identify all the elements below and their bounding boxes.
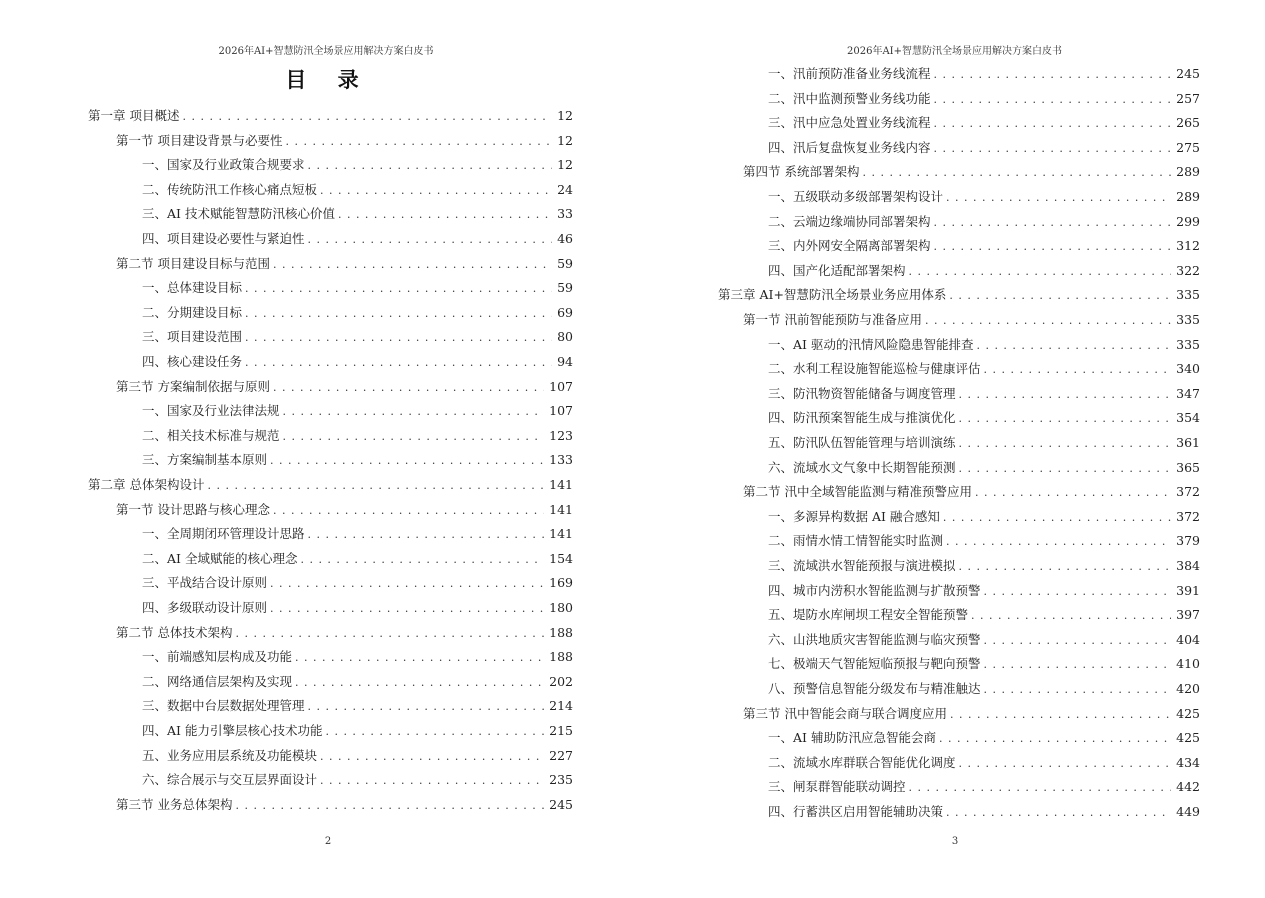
dot-leader (946, 186, 1171, 210)
toc-entry (142, 178, 573, 202)
toc-entry-page: 12 (557, 132, 573, 148)
dot-leader (984, 653, 1172, 677)
toc-entry-page: 214 (549, 698, 573, 714)
toc-entry-title: 第一章 项目概述 (88, 108, 180, 123)
toc-entry-title: 三、防汛物资智能储备与调度管理 (768, 385, 956, 401)
toc-entry (142, 670, 573, 694)
toc-entry-title: 一、国家及行业政策合规要求 (142, 157, 305, 173)
dot-leader (934, 63, 1172, 87)
dot-leader (273, 253, 552, 277)
running-head: 2026年AI+智慧防汛全场景应用解决方案白皮书 (847, 46, 1062, 57)
toc-entry-page: 123 (549, 427, 573, 443)
toc-entry (743, 308, 1200, 332)
toc-entry (142, 399, 573, 423)
toc-entry (768, 677, 1200, 701)
toc-entry-title: 一、前端感知层构成及功能 (142, 649, 293, 665)
toc-entry (768, 775, 1200, 799)
toc-entry (768, 357, 1200, 381)
dot-leader (295, 646, 544, 670)
toc-entry (142, 202, 573, 226)
dot-leader (925, 309, 1171, 333)
toc-entry-page: 141 (549, 477, 573, 492)
toc-entry-title: 五、业务应用层系统及功能模块 (142, 747, 318, 763)
toc-entry (768, 751, 1200, 775)
dot-leader (934, 137, 1172, 161)
dot-leader (245, 302, 552, 326)
toc-title: 目 录 (285, 67, 371, 92)
toc-entry (768, 456, 1200, 480)
right-page (632, 0, 1265, 898)
toc-entry-page: 384 (1176, 558, 1200, 573)
toc-entry-title: 一、全周期闭环管理设计思路 (142, 526, 305, 542)
toc-entry (718, 283, 1200, 307)
toc-entry (768, 529, 1200, 553)
toc-entry (768, 579, 1200, 603)
toc-entry-title: 第三章 AI+智慧防汛全场景业务应用体系 (718, 287, 947, 303)
page-number: 3 (951, 836, 959, 847)
toc-entry-page: 257 (1176, 90, 1200, 106)
toc-entry-page: 335 (1176, 312, 1200, 327)
toc-entry-title: 三、数据中台层数据处理管理 (142, 698, 305, 714)
toc-entry (142, 571, 573, 595)
toc-entry-title: 四、防汛预案智能生成与推演优化 (768, 410, 956, 426)
dot-leader (295, 671, 544, 695)
toc-entry-title: 一、汛前预防准备业务线流程 (768, 66, 931, 81)
dot-leader (270, 449, 544, 473)
toc-entry-title: 二、流域水库群联合智能优化调度 (768, 754, 956, 770)
toc-entry (768, 726, 1200, 750)
toc-entry (116, 375, 573, 399)
toc-entry-title: 三、流域洪水智能预报与演进模拟 (768, 558, 956, 573)
toc-entry (768, 136, 1200, 160)
toc-entry-title: 一、AI 辅助防汛应急智能会商 (768, 730, 936, 746)
toc-entry-title: 三、平战结合设计原则 (142, 575, 268, 591)
toc-entry-page: 24 (557, 181, 573, 197)
toc-entry-title: 一、总体建设目标 (142, 280, 243, 296)
toc-entry-page: 33 (557, 206, 573, 222)
dot-leader (308, 695, 545, 719)
toc-entry-page: 404 (1176, 631, 1200, 647)
dot-leader (959, 432, 1172, 456)
dot-leader (959, 555, 1172, 579)
toc-entry-page: 299 (1176, 213, 1200, 229)
toc-entry-page: 322 (1176, 262, 1200, 278)
dot-leader (320, 769, 544, 793)
toc-entry-title: 二、AI 全域赋能的核心理念 (142, 550, 298, 566)
toc-entry-title: 四、汛后复盘恢复业务线内容 (768, 139, 931, 155)
toc-entry (116, 793, 573, 817)
dot-leader (971, 604, 1171, 628)
dot-leader (273, 499, 544, 523)
dot-leader (182, 105, 552, 129)
dot-leader (959, 752, 1172, 776)
toc-entry (768, 505, 1200, 529)
dot-leader (308, 154, 553, 178)
toc-entry-title: 一、AI 驱动的汛情风险隐患智能排查 (768, 336, 974, 352)
toc-entry-title: 第三节 业务总体架构 (116, 796, 233, 812)
toc-entry-title: 二、相关技术标准与规范 (142, 427, 280, 443)
dot-leader (862, 161, 1171, 185)
toc-entry (142, 744, 573, 768)
toc-entry (768, 382, 1200, 406)
toc-entry-title: 二、汛中监测预警业务线功能 (768, 90, 931, 106)
toc-entry-title: 三、闸泵群智能联动调控 (768, 779, 906, 795)
dot-leader (959, 383, 1172, 407)
page-number: 2 (324, 836, 332, 847)
dot-leader (235, 622, 544, 646)
toc-entry-title: 七、极端天气智能短临预报与靶向预警 (768, 656, 981, 672)
toc-entry-title: 四、项目建设必要性与紧迫性 (142, 231, 305, 246)
dot-leader (308, 228, 553, 252)
toc-entry-page: 227 (549, 747, 573, 763)
toc-entry-title: 四、AI 能力引擎层核心技术功能 (142, 723, 323, 738)
toc-entry-title: 四、国产化适配部署架构 (768, 262, 906, 278)
toc-entry-page: 340 (1176, 361, 1200, 377)
toc-entry (88, 104, 573, 128)
dot-leader (308, 523, 545, 547)
toc-entry (768, 431, 1200, 455)
toc-entry (768, 554, 1200, 578)
dot-leader (245, 351, 552, 375)
toc-entry-page: 425 (1176, 705, 1200, 721)
toc-entry-page: 372 (1176, 508, 1200, 524)
toc-entry (142, 645, 573, 669)
toc-entry-title: 第一节 汛前智能预防与准备应用 (743, 312, 922, 327)
toc-entry (116, 252, 573, 276)
toc-entry (142, 301, 573, 325)
toc-entry (768, 406, 1200, 430)
dot-leader (984, 678, 1172, 702)
toc-entry-page: 442 (1176, 779, 1200, 795)
toc-entry-page: 361 (1176, 435, 1200, 450)
toc-entry-page: 215 (549, 723, 573, 738)
toc-entry-page: 449 (1176, 804, 1200, 819)
toc-entry (768, 210, 1200, 234)
dot-leader (950, 703, 1171, 727)
toc-entry-page: 154 (549, 550, 573, 566)
dot-leader (245, 326, 552, 350)
toc-entry-title: 四、城市内涝积水智能监测与扩散预警 (768, 582, 981, 598)
toc-entry (768, 185, 1200, 209)
toc-entry-title: 第三节 汛中智能会商与联合调度应用 (743, 705, 947, 721)
toc-entry (88, 473, 573, 497)
toc-entry (116, 621, 573, 645)
toc-entry-title: 二、云端边缘端协同部署架构 (768, 213, 931, 229)
dot-leader (984, 358, 1172, 382)
toc-entry (768, 111, 1200, 135)
toc-entry-page: 434 (1176, 754, 1200, 770)
toc-entry (768, 62, 1200, 86)
toc-entry-title: 五、防汛队伍智能管理与培训演练 (768, 435, 956, 450)
toc-entry (142, 325, 573, 349)
toc-entry-title: 三、汛中应急处置业务线流程 (768, 115, 931, 131)
toc-entry (768, 652, 1200, 676)
toc-entry-title: 六、山洪地质灾害智能监测与临灾预警 (768, 631, 981, 647)
toc-entry (768, 333, 1200, 357)
toc-entry-title: 第三节 方案编制依据与原则 (116, 378, 270, 394)
toc-entry-page: 425 (1176, 730, 1200, 746)
toc-entry-page: 202 (549, 673, 573, 689)
toc-entry-page: 59 (557, 280, 573, 296)
toc-entry-title: 二、网络通信层架构及实现 (142, 673, 293, 689)
toc-entry-title: 五、堤防水库闸坝工程安全智能预警 (768, 607, 969, 623)
toc-entry-page: 141 (549, 526, 573, 542)
dot-leader (300, 548, 544, 572)
toc-entry-title: 八、预警信息智能分级发布与精准触达 (768, 681, 981, 696)
dot-leader (207, 474, 544, 498)
toc-entry-title: 四、核心建设任务 (142, 354, 243, 369)
toc-entry-page: 180 (549, 600, 573, 615)
toc-entry-page: 365 (1176, 459, 1200, 475)
toc-entry-title: 二、雨情水情工情智能实时监测 (768, 533, 944, 549)
toc-entry (142, 227, 573, 251)
dot-leader (984, 580, 1172, 604)
toc-entry (768, 259, 1200, 283)
dot-leader (273, 376, 544, 400)
toc-entry-page: 107 (549, 403, 573, 419)
toc-entry-page: 335 (1176, 287, 1200, 303)
toc-entry (768, 87, 1200, 111)
toc-entry-page: 12 (557, 108, 573, 123)
toc-entry-title: 二、传统防汛工作核心痛点短板 (142, 181, 318, 197)
dot-leader (984, 629, 1172, 653)
toc-entry-page: 289 (1176, 189, 1200, 204)
toc-entry (142, 153, 573, 177)
toc-entry-page: 59 (557, 255, 573, 271)
toc-entry-page: 265 (1176, 115, 1200, 131)
toc-entry-title: 第二节 总体技术架构 (116, 624, 233, 640)
toc-entry-page: 245 (549, 796, 573, 812)
toc-entry-page: 372 (1176, 484, 1200, 500)
dot-leader (285, 130, 552, 154)
toc-entry-page: 312 (1176, 238, 1200, 254)
toc-entry-page: 245 (1176, 66, 1200, 81)
toc-entry (142, 424, 573, 448)
toc-entry-title: 一、五级联动多级部署架构设计 (768, 189, 944, 204)
dot-leader (270, 572, 544, 596)
toc-entry (142, 522, 573, 546)
dot-leader (934, 235, 1172, 259)
dot-leader (934, 88, 1172, 112)
toc-entry-page: 347 (1176, 385, 1200, 401)
toc-entry-page: 188 (549, 624, 573, 640)
dot-leader (320, 745, 544, 769)
toc-entry-title: 二、分期建设目标 (142, 304, 243, 320)
dot-leader (949, 284, 1171, 308)
dot-leader (338, 203, 552, 227)
toc-entry (142, 768, 573, 792)
toc-entry-page: 141 (549, 501, 573, 517)
toc-entry-page: 107 (549, 378, 573, 394)
toc-entry (116, 498, 573, 522)
dot-leader (235, 794, 544, 818)
toc-entry-title: 二、水利工程设施智能巡检与健康评估 (768, 361, 981, 377)
toc-entry (768, 628, 1200, 652)
toc-entry-title: 第二章 总体架构设计 (88, 477, 205, 492)
toc-entry-page: 354 (1176, 410, 1200, 426)
toc-entry-page: 410 (1176, 656, 1200, 672)
toc-entry-title: 第二节 汛中全域智能监测与精准预警应用 (743, 484, 972, 500)
toc-entry-title: 四、多级联动设计原则 (142, 600, 268, 615)
toc-entry-page: 12 (557, 157, 573, 173)
toc-entry (142, 350, 573, 374)
toc-entry-page: 397 (1176, 607, 1200, 623)
toc-entry (743, 480, 1200, 504)
toc-entry-title: 六、综合展示与交互层界面设计 (142, 772, 318, 788)
toc-entry-title: 四、行蓄洪区启用智能辅助决策 (768, 804, 944, 819)
toc-entry-page: 94 (557, 354, 573, 369)
dot-leader (946, 530, 1171, 554)
dot-leader (320, 179, 552, 203)
dot-leader (909, 260, 1172, 284)
toc-entry (142, 719, 573, 743)
dot-leader (959, 407, 1172, 431)
dot-leader (909, 776, 1172, 800)
toc-entry-title: 三、内外网安全隔离部署架构 (768, 238, 931, 254)
dot-leader (325, 720, 544, 744)
dot-leader (939, 727, 1171, 751)
toc-entry-title: 第一节 项目建设背景与必要性 (116, 132, 283, 148)
toc-entry-title: 第四节 系统部署架构 (743, 164, 860, 180)
toc-entry-page: 289 (1176, 164, 1200, 180)
toc-entry (142, 448, 573, 472)
toc-entry (743, 160, 1200, 184)
dot-leader (976, 334, 1171, 358)
toc-entry-title: 一、多源异构数据 AI 融合感知 (768, 508, 940, 524)
toc-entry-page: 80 (557, 329, 573, 345)
toc-entry-page: 188 (549, 649, 573, 665)
dot-leader (934, 211, 1172, 235)
running-head: 2026年AI+智慧防汛全场景应用解决方案白皮书 (218, 46, 434, 57)
toc-entry-title: 六、流域水文气象中长期智能预测 (768, 459, 956, 475)
toc-entry (768, 800, 1200, 824)
dot-leader (245, 277, 552, 301)
toc-entry-title: 第二节 项目建设目标与范围 (116, 255, 270, 271)
toc-entry-title: 三、方案编制基本原则 (142, 452, 268, 468)
toc-entry-title: 第一节 设计思路与核心理念 (116, 501, 270, 517)
dot-leader (283, 425, 545, 449)
toc-entry (116, 129, 573, 153)
dot-leader (270, 597, 544, 621)
toc-entry-title: 三、项目建设范围 (142, 329, 243, 345)
dot-leader (959, 457, 1172, 481)
left-page (0, 0, 632, 898)
toc-entry (142, 596, 573, 620)
toc-entry-title: 一、国家及行业法律法规 (142, 403, 280, 419)
toc-entry-page: 133 (549, 452, 573, 468)
toc-entry-page: 420 (1176, 681, 1200, 696)
toc-entry (743, 702, 1200, 726)
toc-entry (768, 234, 1200, 258)
toc-entry (142, 694, 573, 718)
toc-entry-page: 391 (1176, 582, 1200, 598)
toc-entry (142, 547, 573, 571)
toc-entry-page: 169 (549, 575, 573, 591)
toc-entry-page: 335 (1176, 336, 1200, 352)
toc-entry (768, 603, 1200, 627)
toc-entry-page: 379 (1176, 533, 1200, 549)
toc-entry-title: 三、AI 技术赋能智慧防汛核心价值 (142, 206, 335, 222)
toc-entry-page: 235 (549, 772, 573, 788)
toc-entry (142, 276, 573, 300)
dot-leader (934, 112, 1172, 136)
dot-leader (283, 400, 545, 424)
dot-leader (975, 481, 1171, 505)
dot-leader (943, 506, 1171, 530)
dot-leader (946, 801, 1171, 825)
toc-entry-page: 46 (557, 231, 573, 246)
toc-entry-page: 69 (557, 304, 573, 320)
toc-entry-page: 275 (1176, 139, 1200, 155)
